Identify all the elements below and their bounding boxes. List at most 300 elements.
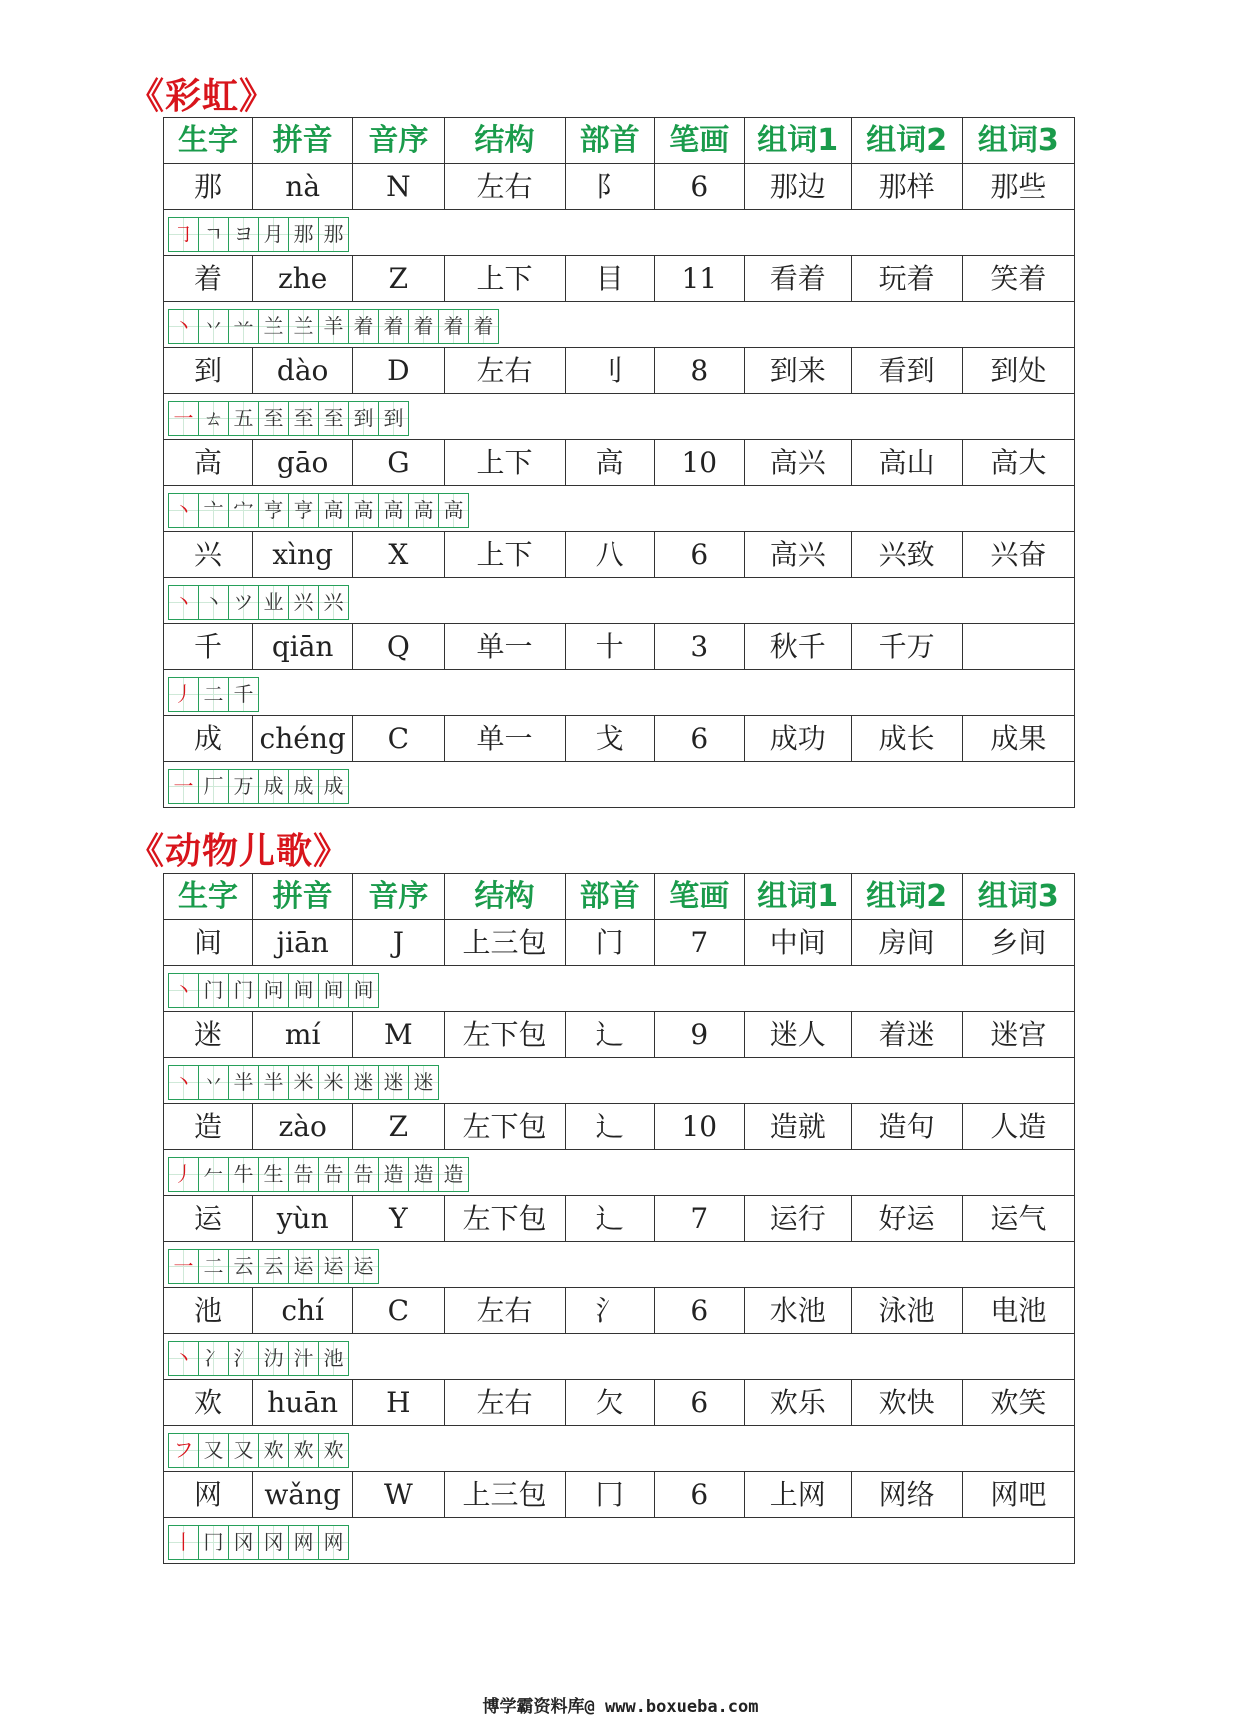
cell-pinyin: zào bbox=[253, 1104, 353, 1150]
header-radical: 部首 bbox=[565, 874, 654, 920]
header-word-2: 组词2 bbox=[851, 118, 962, 164]
table-row bbox=[164, 532, 1075, 578]
stroke-glyph: 门 bbox=[233, 978, 254, 1002]
stroke-step bbox=[199, 678, 229, 711]
stroke-glyph: 丶 bbox=[173, 978, 194, 1002]
stroke-glyph: 至 bbox=[263, 406, 284, 430]
cell-word-2: 玩着 bbox=[851, 256, 962, 302]
stroke-order-row bbox=[164, 1150, 1075, 1196]
header-word-2: 组词2 bbox=[851, 874, 962, 920]
stroke-glyph: ㇆ bbox=[173, 222, 194, 246]
stroke-glyph: 造 bbox=[413, 1162, 434, 1186]
stroke-step bbox=[169, 310, 199, 343]
cell-stroke-count: 6 bbox=[654, 716, 744, 762]
stroke-glyph: 欢 bbox=[323, 1438, 344, 1462]
cell-character: 运 bbox=[164, 1196, 253, 1242]
cell-radical: 欠 bbox=[565, 1380, 654, 1426]
cell-word-2: 高山 bbox=[851, 440, 962, 486]
cell-radical: 阝 bbox=[565, 164, 654, 210]
cell-word-2: 千万 bbox=[851, 624, 962, 670]
stroke-step bbox=[289, 218, 319, 251]
stroke-step bbox=[319, 1066, 349, 1099]
cell-pinyin: mí bbox=[253, 1012, 353, 1058]
cell-structure: 左下包 bbox=[444, 1012, 565, 1058]
stroke-glyph: 米 bbox=[323, 1070, 344, 1094]
cell-character: 千 bbox=[164, 624, 253, 670]
cell-word-3: 那些 bbox=[962, 164, 1074, 210]
stroke-step bbox=[199, 1250, 229, 1283]
cell-word-2: 那样 bbox=[851, 164, 962, 210]
stroke-step bbox=[199, 402, 229, 435]
cell-pinyin: nà bbox=[253, 164, 353, 210]
cell-word-2: 看到 bbox=[851, 348, 962, 394]
stroke-step bbox=[319, 1342, 348, 1375]
stroke-glyph: 运 bbox=[353, 1254, 374, 1278]
stroke-glyph: 丶 bbox=[173, 314, 194, 338]
cell-stroke-count: 11 bbox=[654, 256, 744, 302]
stroke-glyph: 亨 bbox=[293, 498, 314, 522]
cell-pinyin: dào bbox=[253, 348, 353, 394]
cell-pinyin: xìng bbox=[253, 532, 353, 578]
cell-radical: 戈 bbox=[565, 716, 654, 762]
cell-word-1: 那边 bbox=[744, 164, 851, 210]
stroke-glyph: 那 bbox=[323, 222, 344, 246]
stroke-glyph: 千 bbox=[233, 682, 254, 706]
stroke-order-row bbox=[164, 578, 1075, 624]
cell-word-3: 兴奋 bbox=[962, 532, 1074, 578]
cell-structure: 单一 bbox=[444, 716, 565, 762]
stroke-step bbox=[289, 770, 319, 803]
stroke-step bbox=[229, 402, 259, 435]
stroke-order-row bbox=[164, 670, 1075, 716]
cell-character: 间 bbox=[164, 920, 253, 966]
stroke-step bbox=[319, 586, 348, 619]
stroke-step bbox=[169, 770, 199, 803]
stroke-step bbox=[259, 1250, 289, 1283]
header-stroke-count: 笔画 bbox=[654, 874, 744, 920]
stroke-glyph: 间 bbox=[353, 978, 374, 1002]
stroke-step bbox=[259, 1434, 289, 1467]
header-word-3: 组词3 bbox=[962, 118, 1074, 164]
header-initial: 音序 bbox=[353, 118, 444, 164]
cell-word-3: 欢笑 bbox=[962, 1380, 1074, 1426]
stroke-step bbox=[319, 218, 348, 251]
header-word-3: 组词3 bbox=[962, 874, 1074, 920]
stroke-order-cell bbox=[164, 578, 1075, 624]
stroke-glyph: 迷 bbox=[353, 1070, 374, 1094]
table-row bbox=[164, 164, 1075, 210]
table-row bbox=[164, 348, 1075, 394]
cell-word-3: 笑着 bbox=[962, 256, 1074, 302]
stroke-step bbox=[289, 1066, 319, 1099]
cell-word-1: 成功 bbox=[744, 716, 851, 762]
stroke-glyph: 成 bbox=[293, 774, 314, 798]
stroke-order-grid bbox=[168, 493, 469, 528]
cell-initial: Z bbox=[353, 256, 444, 302]
cell-word-3: 迷宫 bbox=[962, 1012, 1074, 1058]
character-table-1 bbox=[163, 117, 1075, 808]
stroke-step bbox=[319, 310, 349, 343]
cell-word-1: 运行 bbox=[744, 1196, 851, 1242]
stroke-glyph: 羊 bbox=[323, 314, 344, 338]
stroke-order-row bbox=[164, 1426, 1075, 1472]
stroke-glyph: 间 bbox=[323, 978, 344, 1002]
cell-word-1: 造就 bbox=[744, 1104, 851, 1150]
stroke-order-grid bbox=[168, 1433, 349, 1468]
stroke-step bbox=[169, 1342, 199, 1375]
stroke-glyph: 冈 bbox=[263, 1530, 284, 1554]
stroke-order-cell bbox=[164, 670, 1075, 716]
stroke-order-row bbox=[164, 762, 1075, 808]
table-row bbox=[164, 1196, 1075, 1242]
cell-word-3 bbox=[962, 624, 1074, 670]
stroke-step bbox=[229, 1250, 259, 1283]
cell-initial: G bbox=[353, 440, 444, 486]
stroke-glyph: 丶 bbox=[173, 1070, 194, 1094]
cell-initial: Z bbox=[353, 1104, 444, 1150]
cell-word-2: 着迷 bbox=[851, 1012, 962, 1058]
cell-structure: 左右 bbox=[444, 1288, 565, 1334]
stroke-step bbox=[349, 1066, 379, 1099]
cell-stroke-count: 3 bbox=[654, 624, 744, 670]
stroke-glyph: 兰 bbox=[293, 314, 314, 338]
stroke-order-cell bbox=[164, 1334, 1075, 1380]
stroke-glyph: 宀 bbox=[233, 498, 254, 522]
stroke-glyph: 𠂉 bbox=[203, 1162, 224, 1186]
cell-stroke-count: 6 bbox=[654, 1472, 744, 1518]
stroke-step bbox=[229, 1342, 259, 1375]
stroke-order-grid bbox=[168, 1525, 349, 1560]
table-row bbox=[164, 1380, 1075, 1426]
stroke-step bbox=[379, 494, 409, 527]
section-title-1: 《彩虹》 bbox=[128, 76, 277, 117]
stroke-glyph: 丿 bbox=[173, 682, 194, 706]
stroke-glyph: 一 bbox=[173, 1254, 194, 1278]
cell-character: 池 bbox=[164, 1288, 253, 1334]
stroke-glyph: 问 bbox=[263, 978, 284, 1002]
cell-word-2: 网络 bbox=[851, 1472, 962, 1518]
stroke-order-cell bbox=[164, 302, 1075, 348]
header-initial: 音序 bbox=[353, 874, 444, 920]
stroke-step bbox=[289, 1434, 319, 1467]
cell-word-3: 运气 bbox=[962, 1196, 1074, 1242]
cell-word-1: 欢乐 bbox=[744, 1380, 851, 1426]
cell-structure: 左右 bbox=[444, 164, 565, 210]
stroke-glyph: 间 bbox=[293, 978, 314, 1002]
stroke-glyph: 厂 bbox=[203, 774, 224, 798]
stroke-step bbox=[469, 310, 498, 343]
cell-initial: N bbox=[353, 164, 444, 210]
stroke-glyph: 云 bbox=[233, 1254, 254, 1278]
cell-radical: 辶 bbox=[565, 1104, 654, 1150]
cell-pinyin: gāo bbox=[253, 440, 353, 486]
stroke-step bbox=[289, 310, 319, 343]
table-row bbox=[164, 1472, 1075, 1518]
cell-radical: 八 bbox=[565, 532, 654, 578]
stroke-order-cell bbox=[164, 1426, 1075, 1472]
stroke-order-row bbox=[164, 1242, 1075, 1288]
stroke-glyph: 二 bbox=[203, 682, 224, 706]
stroke-step bbox=[289, 494, 319, 527]
cell-word-3: 到处 bbox=[962, 348, 1074, 394]
stroke-order-row bbox=[164, 1334, 1075, 1380]
cell-initial: H bbox=[353, 1380, 444, 1426]
stroke-glyph: 兴 bbox=[293, 590, 314, 614]
stroke-step bbox=[229, 494, 259, 527]
stroke-step bbox=[229, 1158, 259, 1191]
cell-structure: 上三包 bbox=[444, 920, 565, 966]
cell-character: 高 bbox=[164, 440, 253, 486]
stroke-order-row bbox=[164, 210, 1075, 256]
cell-structure: 上下 bbox=[444, 532, 565, 578]
stroke-order-row bbox=[164, 1058, 1075, 1104]
header-structure: 结构 bbox=[444, 118, 565, 164]
stroke-step bbox=[259, 974, 289, 1007]
stroke-order-grid bbox=[168, 973, 379, 1008]
stroke-step bbox=[259, 770, 289, 803]
header-pinyin: 拼音 bbox=[253, 874, 353, 920]
stroke-step bbox=[259, 402, 289, 435]
stroke-glyph: 一 bbox=[173, 406, 194, 430]
stroke-glyph: 二 bbox=[203, 1254, 224, 1278]
stroke-step bbox=[199, 218, 229, 251]
cell-pinyin: wǎng bbox=[253, 1472, 353, 1518]
stroke-step bbox=[229, 1434, 259, 1467]
header-row bbox=[164, 118, 1075, 164]
stroke-step bbox=[199, 1342, 229, 1375]
stroke-step bbox=[229, 586, 259, 619]
stroke-order-row bbox=[164, 394, 1075, 440]
stroke-step bbox=[349, 974, 378, 1007]
stroke-glyph: 网 bbox=[293, 1530, 314, 1554]
stroke-order-cell bbox=[164, 762, 1075, 808]
stroke-step bbox=[259, 310, 289, 343]
stroke-step bbox=[379, 402, 408, 435]
stroke-step bbox=[439, 310, 469, 343]
cell-pinyin: qiān bbox=[253, 624, 353, 670]
cell-word-1: 水池 bbox=[744, 1288, 851, 1334]
stroke-glyph: 丶 bbox=[173, 498, 194, 522]
stroke-step bbox=[169, 1066, 199, 1099]
stroke-step bbox=[349, 1250, 378, 1283]
stroke-glyph: 迷 bbox=[383, 1070, 404, 1094]
stroke-glyph: 高 bbox=[413, 498, 434, 522]
cell-word-3: 网吧 bbox=[962, 1472, 1074, 1518]
cell-structure: 左右 bbox=[444, 1380, 565, 1426]
cell-character: 着 bbox=[164, 256, 253, 302]
header-character: 生字 bbox=[164, 118, 253, 164]
cell-character: 那 bbox=[164, 164, 253, 210]
cell-word-3: 成果 bbox=[962, 716, 1074, 762]
stroke-step bbox=[169, 1526, 199, 1559]
cell-word-3: 电池 bbox=[962, 1288, 1074, 1334]
stroke-step bbox=[289, 1250, 319, 1283]
stroke-order-cell bbox=[164, 486, 1075, 532]
stroke-glyph: 冫 bbox=[203, 1346, 224, 1370]
header-row bbox=[164, 874, 1075, 920]
stroke-step bbox=[169, 586, 199, 619]
stroke-step bbox=[199, 1158, 229, 1191]
cell-word-1: 迷人 bbox=[744, 1012, 851, 1058]
cell-character: 网 bbox=[164, 1472, 253, 1518]
cell-word-2: 兴致 bbox=[851, 532, 962, 578]
stroke-order-grid bbox=[168, 309, 499, 344]
stroke-order-grid bbox=[168, 1065, 439, 1100]
stroke-glyph: 丷 bbox=[203, 1070, 224, 1094]
stroke-glyph: 欢 bbox=[263, 1438, 284, 1462]
cell-structure: 左下包 bbox=[444, 1196, 565, 1242]
stroke-glyph: ツ bbox=[233, 590, 254, 614]
stroke-step bbox=[289, 1342, 319, 1375]
stroke-glyph: 告 bbox=[323, 1162, 344, 1186]
stroke-step bbox=[169, 402, 199, 435]
cell-radical: 目 bbox=[565, 256, 654, 302]
cell-word-1: 中间 bbox=[744, 920, 851, 966]
stroke-glyph: 万 bbox=[233, 774, 254, 798]
cell-initial: W bbox=[353, 1472, 444, 1518]
stroke-glyph: 䒑 bbox=[233, 314, 254, 338]
stroke-glyph: 门 bbox=[203, 978, 224, 1002]
stroke-order-row bbox=[164, 486, 1075, 532]
stroke-glyph: 氻 bbox=[263, 1346, 284, 1370]
cell-word-3: 高大 bbox=[962, 440, 1074, 486]
cell-word-2: 造句 bbox=[851, 1104, 962, 1150]
stroke-step bbox=[199, 770, 229, 803]
stroke-order-cell bbox=[164, 210, 1075, 256]
cell-word-1: 高兴 bbox=[744, 532, 851, 578]
table-row bbox=[164, 1012, 1075, 1058]
stroke-glyph: 成 bbox=[323, 774, 344, 798]
table-row bbox=[164, 256, 1075, 302]
stroke-glyph: 半 bbox=[233, 1070, 254, 1094]
table-row bbox=[164, 920, 1075, 966]
stroke-glyph: 告 bbox=[293, 1162, 314, 1186]
stroke-order-cell bbox=[164, 1150, 1075, 1196]
stroke-glyph: 造 bbox=[383, 1162, 404, 1186]
stroke-glyph: 造 bbox=[443, 1162, 464, 1186]
stroke-order-grid bbox=[168, 217, 349, 252]
stroke-step bbox=[199, 1526, 229, 1559]
cell-word-2: 欢快 bbox=[851, 1380, 962, 1426]
stroke-step bbox=[439, 494, 468, 527]
cell-structure: 上下 bbox=[444, 440, 565, 486]
table-row bbox=[164, 1288, 1075, 1334]
stroke-step bbox=[319, 1434, 348, 1467]
cell-radical: 高 bbox=[565, 440, 654, 486]
cell-stroke-count: 9 bbox=[654, 1012, 744, 1058]
stroke-glyph: 丶 bbox=[173, 590, 194, 614]
cell-character: 造 bbox=[164, 1104, 253, 1150]
stroke-step bbox=[259, 494, 289, 527]
stroke-step bbox=[199, 974, 229, 1007]
stroke-step bbox=[259, 586, 289, 619]
stroke-glyph: 迷 bbox=[413, 1070, 434, 1094]
stroke-step bbox=[259, 1066, 289, 1099]
stroke-step bbox=[349, 402, 379, 435]
cell-radical: 十 bbox=[565, 624, 654, 670]
cell-initial: M bbox=[353, 1012, 444, 1058]
stroke-step bbox=[169, 678, 199, 711]
stroke-step bbox=[259, 1342, 289, 1375]
stroke-order-grid bbox=[168, 1249, 379, 1284]
cell-radical: 氵 bbox=[565, 1288, 654, 1334]
stroke-step bbox=[409, 310, 439, 343]
stroke-glyph: ㄱ bbox=[203, 222, 224, 246]
stroke-step bbox=[169, 1250, 199, 1283]
stroke-glyph: 着 bbox=[353, 314, 374, 338]
stroke-step bbox=[349, 494, 379, 527]
stroke-glyph: 生 bbox=[263, 1162, 284, 1186]
cell-word-1: 高兴 bbox=[744, 440, 851, 486]
stroke-step bbox=[259, 1158, 289, 1191]
header-word-1: 组词1 bbox=[744, 874, 851, 920]
stroke-step bbox=[319, 1158, 349, 1191]
stroke-step bbox=[199, 586, 229, 619]
cell-word-3: 人造 bbox=[962, 1104, 1074, 1150]
stroke-step bbox=[169, 494, 199, 527]
stroke-order-grid bbox=[168, 401, 409, 436]
stroke-glyph: 告 bbox=[353, 1162, 374, 1186]
stroke-glyph: 高 bbox=[323, 498, 344, 522]
stroke-step bbox=[289, 1158, 319, 1191]
stroke-step bbox=[349, 1158, 379, 1191]
table-row bbox=[164, 1104, 1075, 1150]
stroke-glyph: 着 bbox=[473, 314, 494, 338]
stroke-step bbox=[409, 1158, 439, 1191]
stroke-glyph: 冈 bbox=[233, 1530, 254, 1554]
stroke-order-grid bbox=[168, 677, 259, 712]
stroke-step bbox=[379, 1158, 409, 1191]
stroke-glyph: 池 bbox=[323, 1346, 344, 1370]
stroke-glyph: 兴 bbox=[323, 590, 344, 614]
cell-radical: 冂 bbox=[565, 1472, 654, 1518]
stroke-glyph: 至 bbox=[323, 406, 344, 430]
stroke-order-row bbox=[164, 302, 1075, 348]
stroke-glyph: ㄊ bbox=[203, 406, 224, 430]
stroke-step bbox=[169, 1434, 199, 1467]
stroke-glyph: 丷 bbox=[203, 314, 224, 338]
cell-structure: 上下 bbox=[444, 256, 565, 302]
cell-word-1: 上网 bbox=[744, 1472, 851, 1518]
cell-initial: J bbox=[353, 920, 444, 966]
stroke-glyph: 至 bbox=[293, 406, 314, 430]
stroke-glyph: 高 bbox=[443, 498, 464, 522]
cell-character: 兴 bbox=[164, 532, 253, 578]
stroke-step bbox=[199, 310, 229, 343]
stroke-order-row bbox=[164, 966, 1075, 1012]
cell-stroke-count: 6 bbox=[654, 532, 744, 578]
stroke-step bbox=[379, 1066, 409, 1099]
stroke-step bbox=[319, 402, 349, 435]
stroke-step bbox=[199, 494, 229, 527]
cell-word-1: 到来 bbox=[744, 348, 851, 394]
stroke-glyph: 运 bbox=[323, 1254, 344, 1278]
footer-watermark: 博学霸资料库@ www.boxueba.com bbox=[482, 1697, 759, 1717]
stroke-step bbox=[229, 770, 259, 803]
stroke-step bbox=[229, 974, 259, 1007]
stroke-step bbox=[289, 586, 319, 619]
cell-radical: 门 bbox=[565, 920, 654, 966]
stroke-order-cell bbox=[164, 966, 1075, 1012]
table-row bbox=[164, 716, 1075, 762]
stroke-step bbox=[289, 402, 319, 435]
cell-pinyin: chéng bbox=[253, 716, 353, 762]
header-character: 生字 bbox=[164, 874, 253, 920]
stroke-glyph: 丨 bbox=[173, 1530, 194, 1554]
cell-stroke-count: 7 bbox=[654, 920, 744, 966]
cell-word-1: 看着 bbox=[744, 256, 851, 302]
cell-structure: 左下包 bbox=[444, 1104, 565, 1150]
